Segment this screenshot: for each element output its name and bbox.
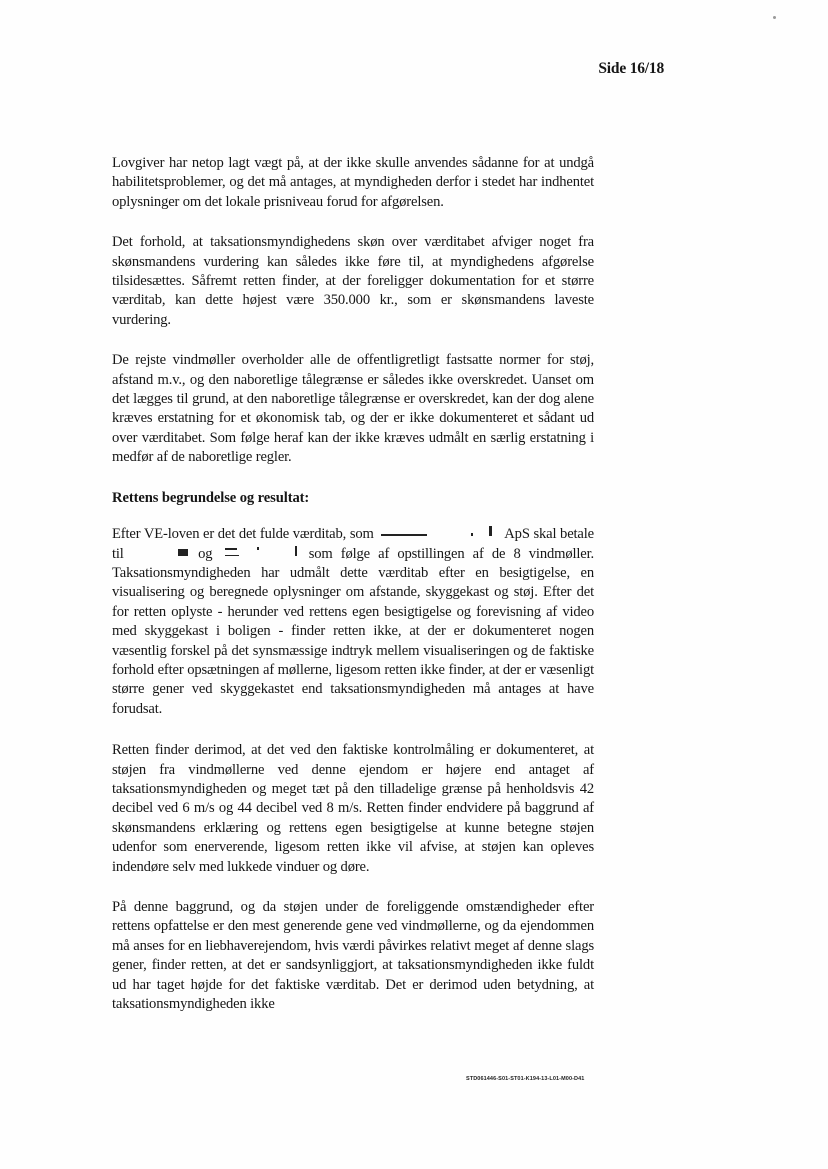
- paragraph-6: På denne baggrund, og da støjen under de foreliggende omstændigheder efter rettens opfattelse er den mest generende gene ved vindmøllerne, og da ejendommen må anses for en liebhaverejendom, hvis værdi påvirkes relativt meget af denne slags gener, finder retten, at det er sandsynliggjort, at taksationsmyndigheden ikke fuldt ud har taget højde for det faktiske værditab. Det er derimod uden betydning, at taksationsmyndigheden ikke: [112, 899, 594, 1013]
- section-heading: Rettens begrundelse og resultat:: [112, 489, 310, 506]
- paragraph-4-text-a: Efter VE-loven er det det fulde værditab, som: [112, 526, 374, 543]
- redaction-company-name: [377, 526, 501, 538]
- document-footer-code: STD061446-S01-ST01-K194-13-L01-M00-D41: [466, 1076, 585, 1082]
- scan-speck: [773, 16, 776, 19]
- redaction-plaintiff-1: [132, 546, 190, 558]
- paragraph-3: De rejste vindmøller overholder alle de offentligretligt fastsatte normer for støj, afstand m.v., og den naboretlige tålegrænse er således ikke overskredet. Uanset om det lægges til grund, at den naboretlige tålegrænse er overskredet, kan der dog alene kræves erstatning for et økonomisk tab, og der er ikke dokumenteret et sådant ud over værditabet. Som følge heraf kan der ikke kræves udmålt en særlig erstatning i medfør af de naboretlige regler.: [112, 352, 594, 466]
- page-number: Side 16/18: [598, 60, 664, 77]
- paragraph-4-text-c: og: [198, 545, 213, 562]
- paragraph-4: [112, 525, 594, 719]
- paragraph-4-text-d: som følge af opstillingen af de 8 vindmøller. Taksationsmyndigheden har udmålt dette værditab efter en besigtigelse, en visualisering og beregnede oplysninger om afstande, skyggekast og støj. Efter det for retten oplyste - herunder ved rettens egen besigtigelse og forevisning af video med skyggekast i boligen - finder retten ikke, at der er dokumenteret nogen væsentlig forskel på det synsmæssige indtryk mellem visualiseringen og de faktiske forhold efter opsætningen af møllerne, ligesom retten ikke finder, at der er væsenligt større gener ved skyggekastet end taksationsmyndigheden må antages at have forudsat.: [112, 545, 595, 717]
- redaction-plaintiff-2: [221, 546, 301, 558]
- document-body: [112, 154, 594, 1035]
- paragraph-5: Retten finder derimod, at det ved den faktiske kontrolmåling er dokumenteret, at støjen fra vindmøllerne ved denne ejendom er højere end antaget af taksationsmyndigheden og meget tæt på den tilladelige grænse på henholdsvis 42 decibel ved 6 m/s og 44 decibel ved 8 m/s. Retten finder endvidere på baggrund af skønsmandens erklæring og rettens egen besigtigelse at kunne betegne støjen udenfor som enerverende, ligesom retten ikke vil afvise, at støjen kan opleves indendøre selv med lukkede vinduer og døre.: [112, 742, 594, 875]
- paragraph-1: Lovgiver har netop lagt vægt på, at der ikke skulle anvendes sådanne for at undgå habilitetsproblemer, og det må antages, at myndigheden derfor i stedet har indhentet oplysninger om det lokale prisniveau forud for afgørelsen.: [112, 155, 594, 210]
- paragraph-2: Det forhold, at taksationsmyndighedens skøn over værditabet afviger noget fra skønsmandens vurdering kan således ikke føre til, at myndighedens afgørelse tilsidesættes. Såfremt retten finder, at der foreligger dokumentation for et større værditab, kan dette højest være 350.000 kr., som er skønsmandens laveste vurdering.: [112, 234, 594, 328]
- paragraph-4-text-b: ApS skal betale til: [112, 526, 594, 562]
